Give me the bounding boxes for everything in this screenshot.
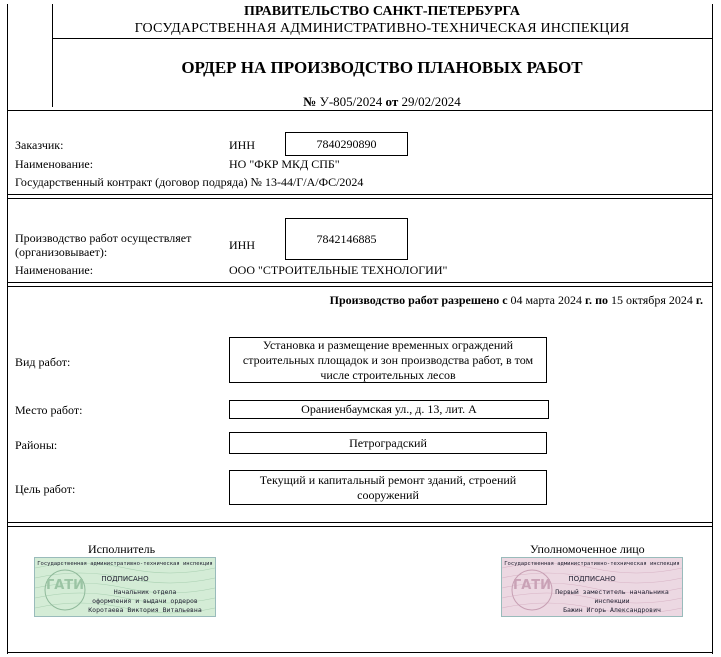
customer-contract: Государственный контракт (договор подряда) № 13-44/Г/А/ФС/2024	[15, 175, 364, 189]
divider	[8, 282, 712, 283]
stamp-position: Первый заместитель начальника	[555, 588, 669, 596]
date-prefix: от	[385, 94, 399, 109]
divider	[8, 522, 712, 523]
order-number: У-805/2024	[319, 94, 383, 109]
districts-field: Петроградский	[229, 432, 547, 454]
year-suffix: г.	[584, 293, 593, 307]
work-place-label: Место работ:	[15, 403, 83, 417]
authorized-label: Уполномоченное лицо	[530, 542, 645, 556]
org-line-2: ГОСУДАРСТВЕННАЯ АДМИНИСТРАТИВНО-ТЕХНИЧЕСКАЯ ИНСПЕКЦИЯ	[134, 21, 630, 36]
work-place-field: Ораниенбаумская ул., д. 13, лит. А	[229, 400, 549, 419]
contractor-inn-field: 7842146885	[285, 218, 408, 260]
stamp-signer: Коротаева Виктория Витальевна	[88, 606, 202, 614]
signature-stamp-authorized	[501, 557, 683, 617]
divider	[8, 110, 712, 111]
stamp-position: Начальник отдела	[113, 588, 177, 596]
customer-inn-label: ИНН	[229, 138, 255, 152]
executor-label: Исполнитель	[88, 542, 156, 556]
purpose-field: Текущий и капитальный ремонт зданий, строений сооружений	[229, 470, 547, 505]
divider	[8, 194, 712, 195]
districts-label: Районы:	[15, 438, 58, 452]
work-type-field: Установка и размещение временных ограждений строительных площадок и зон производства работ, в том числе строительных лесов	[229, 337, 547, 383]
stamp-org: Государственная административно-техническая инспекция	[37, 561, 213, 567]
to-text: по	[595, 293, 608, 307]
contractor-label-line-1: Производство работ осуществляет	[15, 231, 192, 245]
customer-label: Заказчик:	[15, 138, 64, 152]
signature-stamp-executor	[34, 557, 216, 617]
order-date: 29/02/2024	[401, 94, 461, 109]
customer-name-label: Наименование:	[15, 157, 94, 171]
number-prefix: №	[303, 94, 317, 109]
divider	[8, 286, 712, 287]
divider	[52, 38, 712, 39]
year-suffix: г.	[695, 293, 703, 307]
order-number-line	[52, 94, 712, 110]
contractor-label-line-2: (организовывает):	[15, 245, 108, 259]
contractor-name: ООО "СТРОИТЕЛЬНЫЕ ТЕХНОЛОГИИ"	[229, 263, 448, 277]
stamp-emblem-text: ГАТИ	[45, 578, 85, 593]
stamp-signer: Бажин Игорь Александрович	[563, 606, 661, 614]
stamp-emblem-text: ГАТИ	[512, 578, 552, 593]
stamp-signed: ПОДПИСАНО	[101, 575, 149, 583]
start-date: 04 марта 2024	[510, 293, 582, 307]
order-document	[7, 4, 713, 654]
customer-inn-field: 7840290890	[285, 132, 408, 156]
divider	[8, 652, 712, 653]
divider	[8, 526, 712, 527]
stamp-org: Государственная административно-техническая инспекция	[504, 561, 680, 567]
stamp-department: инспекции	[594, 597, 630, 605]
end-date: 15 октября 2024	[610, 293, 693, 307]
customer-name: НО "ФКР МКД СПБ"	[229, 157, 340, 171]
work-type-label: Вид работ:	[15, 355, 71, 369]
contractor-inn-label: ИНН	[229, 238, 255, 252]
purpose-label: Цель работ:	[15, 482, 76, 496]
page-title: ОРДЕР НА ПРОИЗВОДСТВО ПЛАНОВЫХ РАБОТ	[181, 58, 583, 77]
contractor-name-label: Наименование:	[15, 263, 94, 277]
header-left-column	[8, 4, 53, 107]
divider	[8, 198, 712, 199]
stamp-department: оформления и выдачи ордеров	[92, 597, 198, 605]
stamp-signed: ПОДПИСАНО	[568, 575, 616, 583]
org-line-1: ПРАВИТЕЛЬСТВО САНКТ-ПЕТЕРБУРГА	[243, 4, 521, 19]
permit-text: Производство работ разрешено с	[329, 293, 508, 307]
work-period	[330, 293, 703, 308]
